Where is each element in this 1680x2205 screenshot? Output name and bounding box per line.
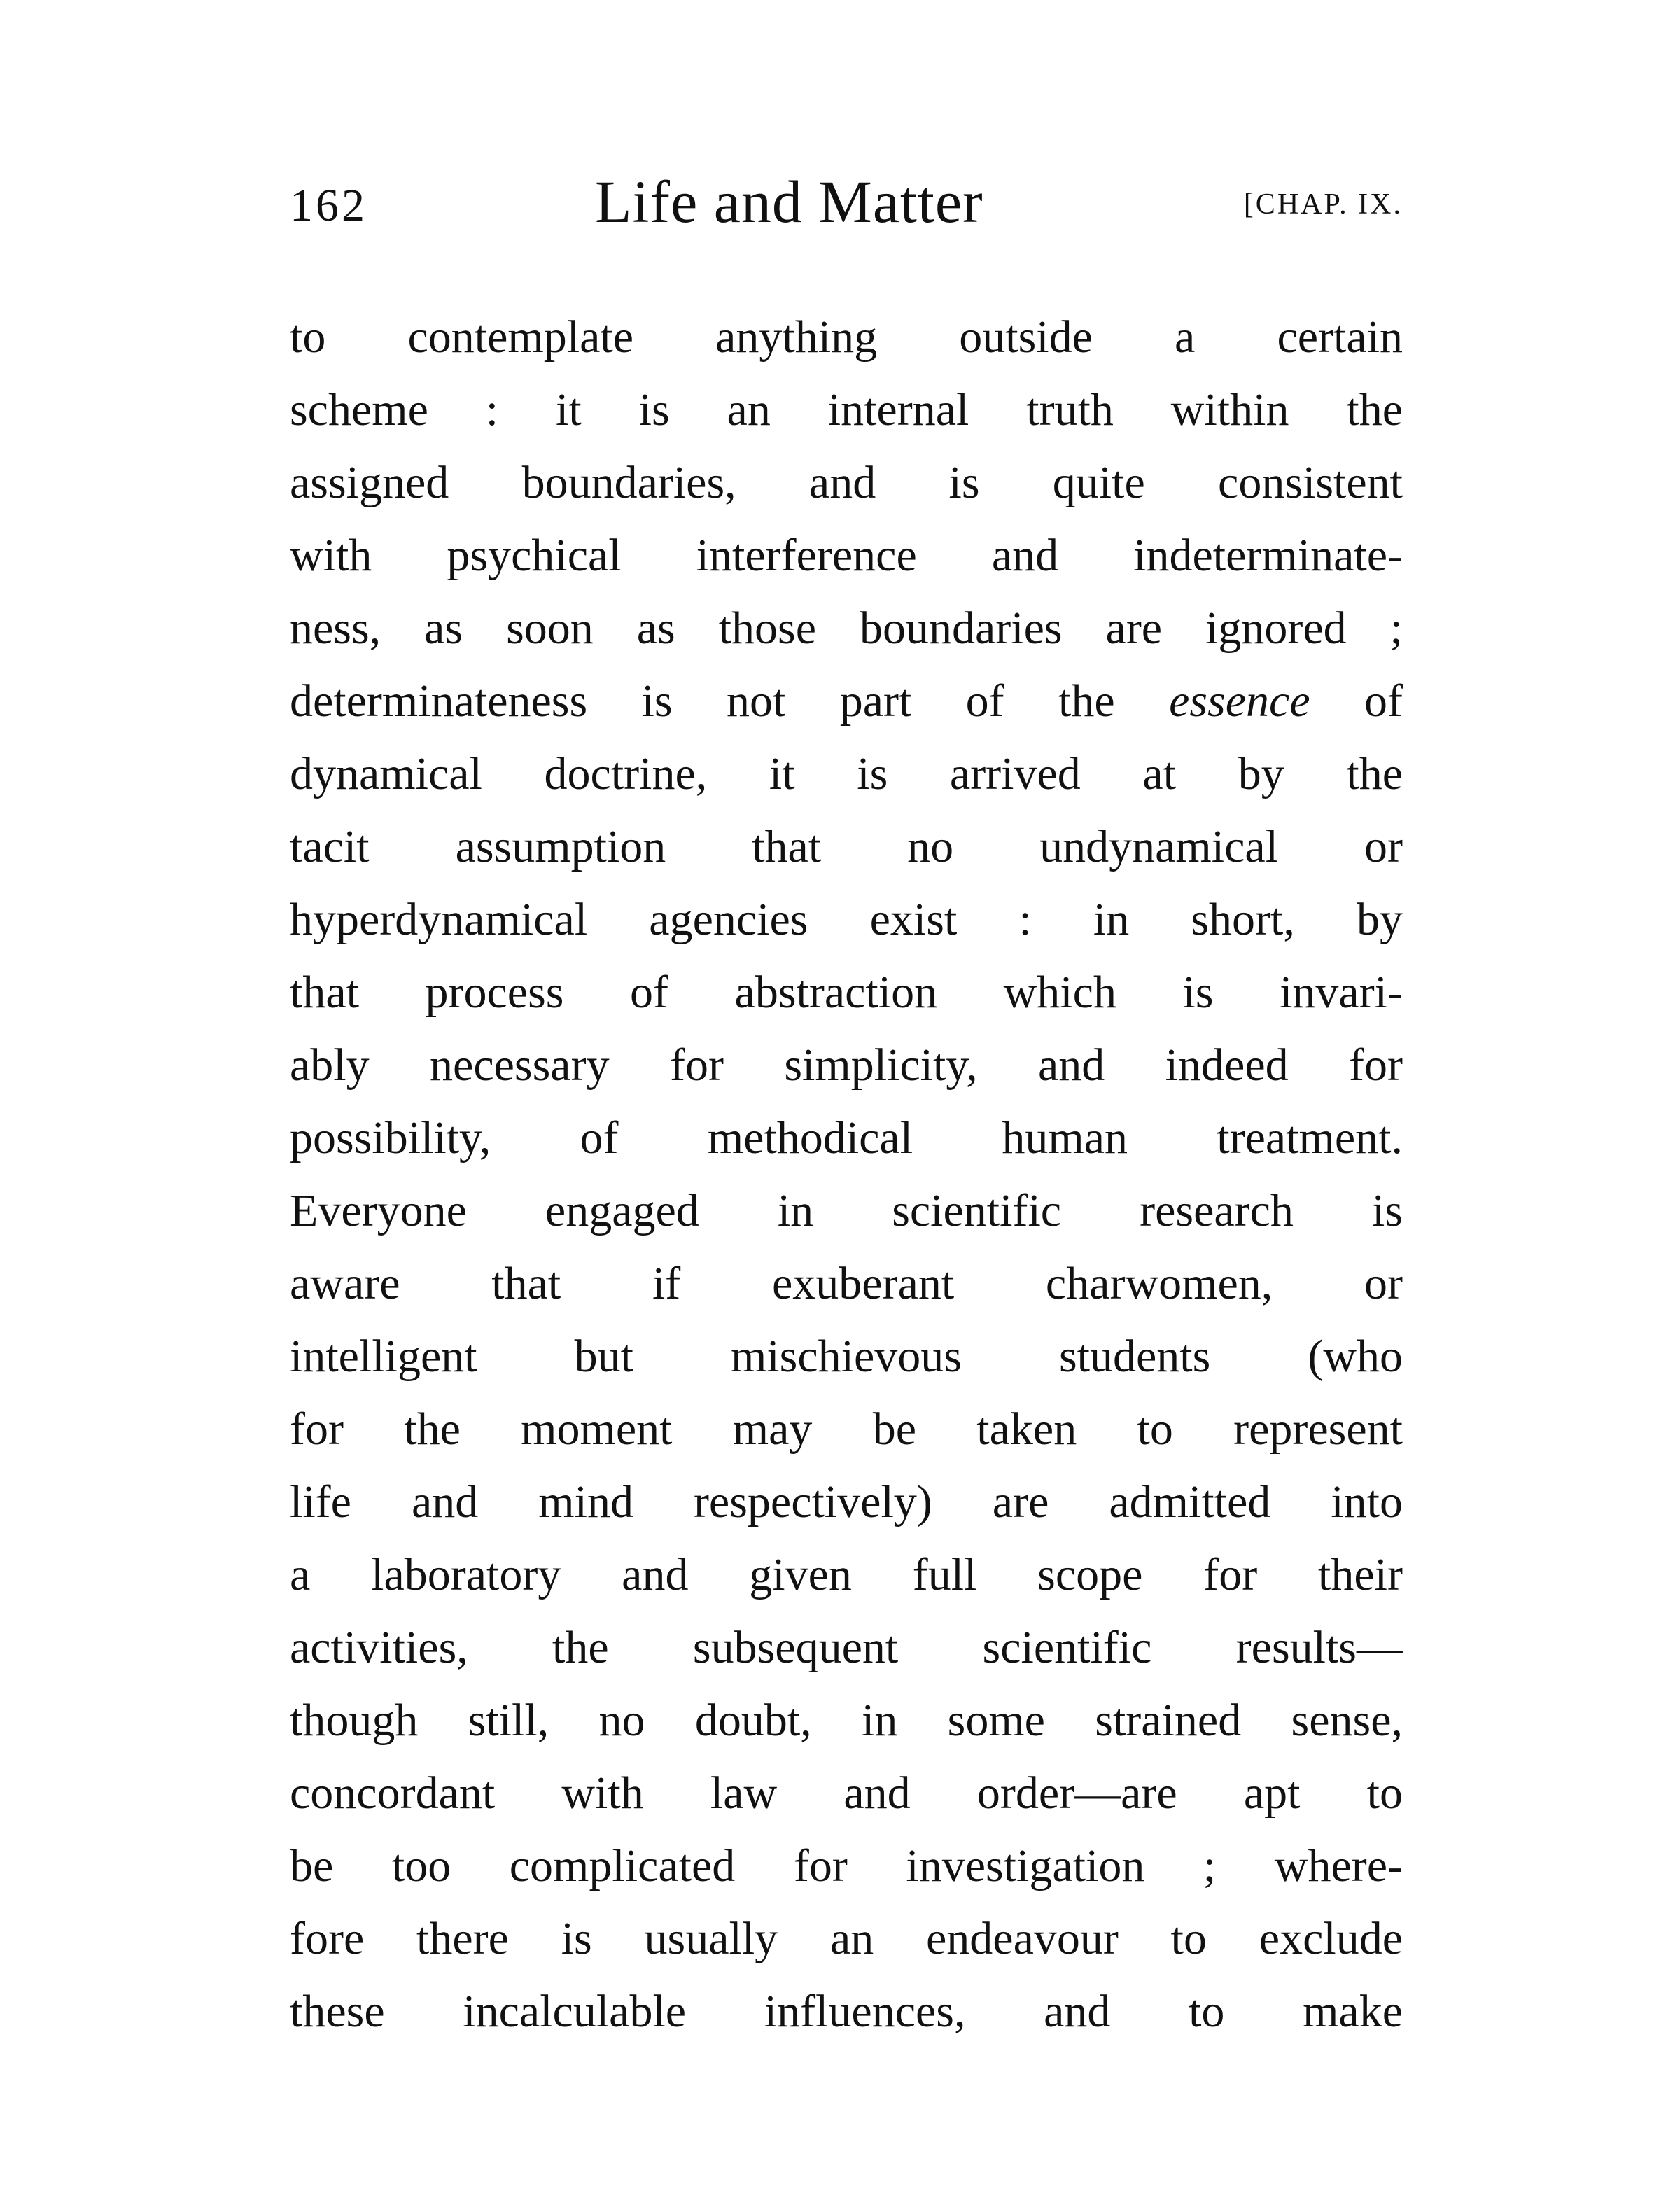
text-line: intelligent but mischievous students (who <box>290 1331 1403 1382</box>
text-line: dynamical doctrine, it is arrived at by the <box>290 748 1403 799</box>
text-line: that process of abstraction which is invari- <box>290 967 1403 1018</box>
text-line: life and mind respectively) are admitted into <box>290 1476 1403 1527</box>
running-title: Life and Matter <box>595 168 983 235</box>
text-line: be too complicated for investigation ; where- <box>290 1840 1403 1891</box>
body-text <box>290 301 1403 2048</box>
text-line: to contemplate anything outside a certain <box>290 312 1403 363</box>
text-line: with psychical interference and indeterminate- <box>290 530 1403 581</box>
text-line: ably necessary for simplicity, and indeed for <box>290 1040 1403 1091</box>
text-fragment: determinateness is not part of the <box>290 676 1170 727</box>
italic-emphasis: essence <box>1169 676 1310 727</box>
text-line: fore there is usually an endeavour to exclude <box>290 1913 1403 1964</box>
text-line: assigned boundaries, and is quite consistent <box>290 457 1403 508</box>
text-line: scheme : it is an internal truth within the <box>290 384 1403 435</box>
page-number: 162 <box>290 180 368 231</box>
text-line: ness, as soon as those boundaries are ignored ; <box>290 603 1403 654</box>
text-line: aware that if exuberant charwomen, or <box>290 1258 1403 1309</box>
text-line: a laboratory and given full scope for their <box>290 1549 1403 1600</box>
text-line: for the moment may be taken to represent <box>290 1404 1403 1455</box>
text-line: concordant with law and order—are apt to <box>290 1768 1403 1819</box>
text-line: Everyone engaged in scientific research is <box>290 1185 1403 1236</box>
text-line: hyperdynamical agencies exist : in short, by <box>290 894 1403 945</box>
chapter-reference: [CHAP. IX. <box>1243 188 1403 220</box>
text-line: tacit assumption that no undynamical or <box>290 821 1403 872</box>
text-line: though still, no doubt, in some strained sense, <box>290 1695 1403 1746</box>
text-fragment: of <box>1310 676 1403 727</box>
text-line: activities, the subsequent scientific results— <box>290 1622 1403 1673</box>
text-line: these incalculable influences, and to make <box>290 1986 1403 2037</box>
text-line: possibility, of methodical human treatment. <box>290 1112 1403 1163</box>
running-head <box>290 167 1403 251</box>
text-line <box>290 665 1403 738</box>
